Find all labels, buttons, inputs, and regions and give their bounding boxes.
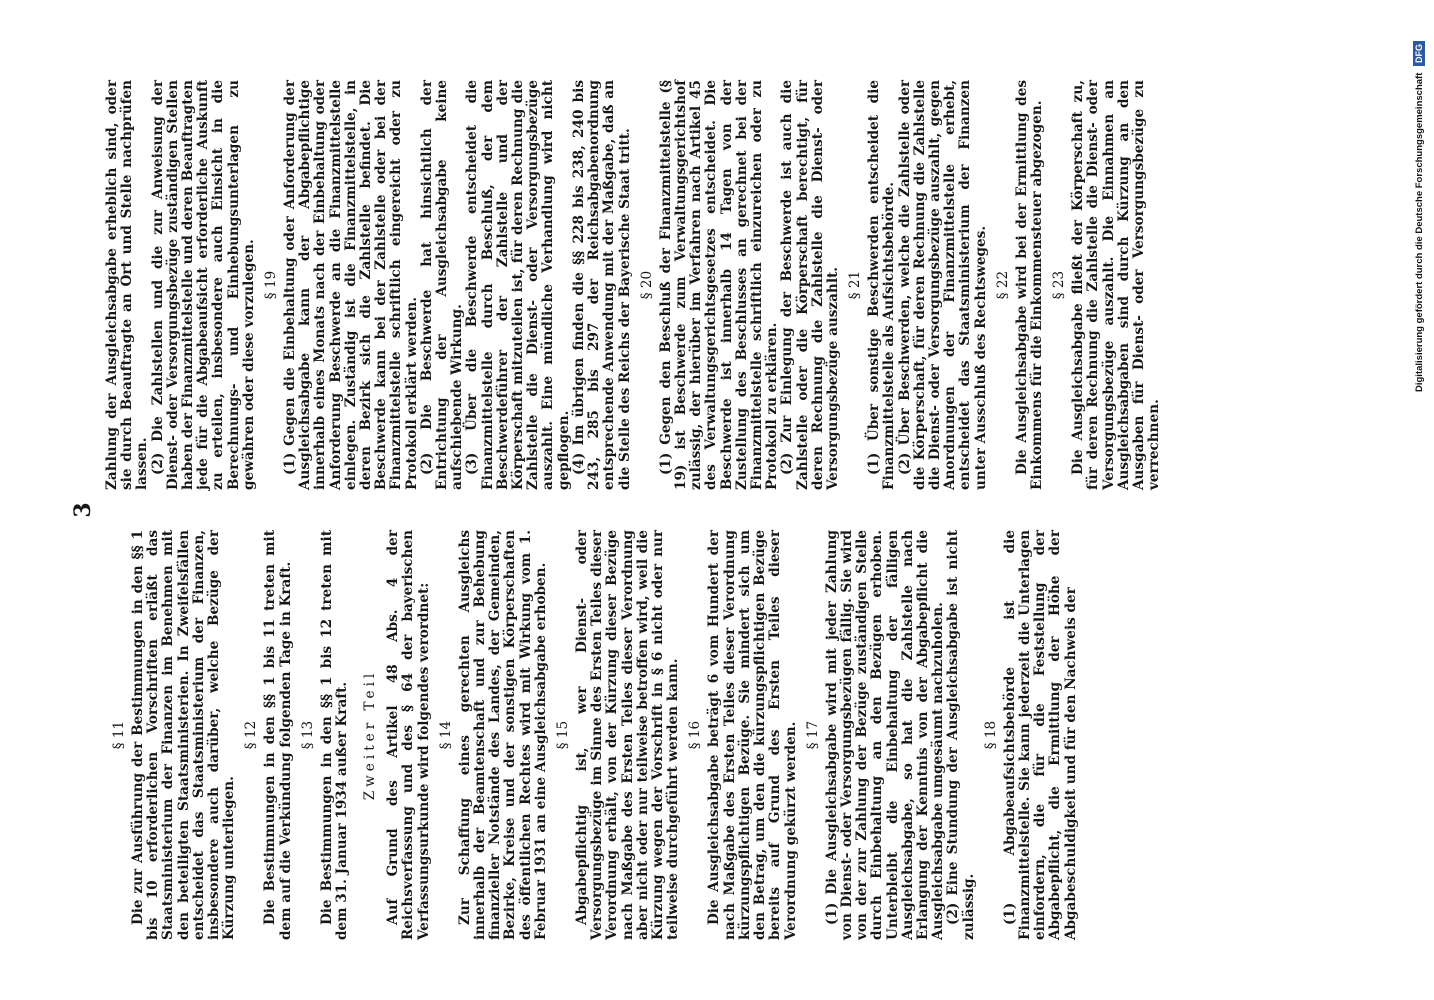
section-heading: § 23 (1051, 270, 1068, 300)
paragraph: Die Ausgleichsabgabe wird bei der Ermittlung des Einkommens für die Einkommensteuer abgezogen. (1013, 80, 1045, 490)
section-heading: § 20 (638, 270, 655, 300)
section-heading: § 21 (847, 270, 864, 300)
page-number: 3 (70, 502, 96, 518)
paragraph: Zur Schaffung eines gerechten Ausgleichs innerhalb der Beamtenschaft und zur Behebung finanzieller Notstände des Landes, der Gemeinden, Bezirke, Kreise und der sonstigen Körperschaften des öffentlichen Rechtes wird mit Wirkung vom 1. Februar 1931 an eine Ausgleichsabgabe erhoben. (456, 530, 549, 940)
section-heading: § 15 (555, 720, 572, 750)
paragraph: Die Bestimmungen in den §§ 1 bis 11 treten mit dem auf die Verkündung folgenden Tage in Kraft. (262, 530, 294, 940)
paragraph: Zahlung der Ausgleichsabgabe erheblich sind, oder sie durch Beauftragte an Ort und Stelle nachprüfen lassen. (104, 80, 151, 490)
digitization-credit (1413, 8, 1427, 392)
paragraph: (2) Zur Einlegung der Beschwerde ist auch die Zahlstelle oder die Körperschaft berechtigt, für deren Rechnung die Zahlstelle die Dienst- oder Versorgungsbezüge auszahlt. (779, 80, 841, 490)
section-heading: § 11 (111, 720, 127, 750)
section-heading: § 13 (299, 720, 316, 750)
part-heading: Zweiter Teil (362, 669, 379, 801)
paragraph: Auf Grund des Artikel 48 Abs. 4 der Reichsverfassung und des § 64 der bayerischen Verfassungsurkunde wird folgendes verordnet: (385, 530, 432, 940)
section-heading: § 22 (994, 270, 1011, 300)
left-column (105, 530, 1079, 940)
section-heading: § 12 (243, 720, 260, 750)
paragraph: (2) Über Beschwerden, welche die Zahlstelle oder die Körperschaft, für deren Rechnung die Zahlstelle die Dienst- oder Versorgungsbezüge auszahlt, gegen Anordnungen der Finanzmittelstelle erhebt, entscheidet das Staatsministerium der Finanzen unter Ausschluß des Rechtsweges. (896, 80, 989, 490)
paragraph: (1) Die Ausgleichsabgabe wird mit jeder Zahlung von Dienst- oder Versorgungsbezügen fällig. Sie wird von der zur Zahlung der Bezüge zuständigen Stelle durch Einbehaltung an den Bezügen erhoben. Unterbleibt die Einbehaltung der fälligen Ausgleichsabgabe, so hat die Zahlstelle nach Erlangung der Kenntnis von der Abgabepflicht die Ausgleichsabgabe umgesäumt nachzuholen. (823, 530, 947, 940)
paragraph: (4) Im übrigen finden die §§ 228 bis 238, 240 bis 243, 285 bis 297 der Reichsabgabenordnung entsprechende Anwendung mit der Maßgabe, daß an die Stelle des Reichs der Bayerische Staat tritt. (570, 80, 633, 490)
paragraph: (2) Eine Stundung der Ausgleichsabgabe ist nicht zulässig. (945, 530, 977, 940)
paragraph: Die zur Ausführung der Bestimmungen in den §§ 1 bis 10 erforderlichen Vorschriften erläßt das Staatsministerium der Finanzen im Benehmen mit den beteiligten Staatsministerien. In Zweifelsfällen entscheidet das Staatsministerium der Finanzen, insbesondere auch darüber, welche Bezüge der Kürzung unterliegen. (130, 530, 238, 940)
section-heading: § 16 (687, 720, 704, 750)
dfg-logo: DFG (1413, 41, 1425, 66)
credit-text: Digitalisierung gefördert durch die Deutsche Forschungsgemeinschaft (1414, 72, 1425, 392)
paragraph: (2) Die Zahlstellen und die zur Anweisung der Dienst- oder Versorgungsbezüge zuständigen Stellen haben der Finanzmittelstelle und deren Beauftragten jede für die Abgabeaufsicht erforderliche Auskunft zu erteilen, insbesondere auch Einsicht in die Berechnungs- und Einhebungsunterlagen zu gewähren oder diese vorzulegen. (149, 80, 257, 490)
paragraph: Abgabepflichtig ist, wer Dienst- oder Versorgungsbezüge im Sinne des Ersten Teiles dieser Verordnung erhält, von der Kürzung dieser Bezüge nach Maßgabe des Ersten Teiles dieser Verordnung aber nicht oder nur teilweise betroffen wird, weil die Kürzung wegen der Vorschrift in § 6 nicht oder nur teilweise durchgeführt werden kann. (574, 530, 682, 940)
rotated-page (70, 75, 1163, 945)
paragraph: (1) Abgabeaufsichtsbehörde ist die Finanzmittelstelle. Sie kann jederzeit die Unterlagen einfordern, die für die Feststellung der Abgabepflicht, die Ermittlung der Höhe der Abgabeschuldigkeit und für den Nachweis der (1001, 530, 1079, 940)
paragraph: Die Ausgleichsabgabe beträgt 6 vom Hundert der nach Maßgabe des Ersten Teiles dieser Verordnung kürzungspflichtigen Bezüge. Sie mindert sich um den Betrag, um den die kürzungspflichtigen Bezüge bereits auf Grund des Ersten Teiles dieser Verordnung gekürzt werden. (706, 530, 799, 940)
paragraph: (1) Über sonstige Beschwerden entscheidet die Finanzmittelstelle als Aufsichtsbehörde. (866, 80, 898, 490)
right-column (105, 80, 1162, 490)
section-heading: § 18 (982, 720, 999, 750)
section-heading: § 19 (263, 270, 280, 300)
paragraph: (1) Gegen den Beschluß der Finanzmittelstelle (§ 19) ist Beschwerde zum Verwaltungsgerichtshof zulässig, der hierüber im Verfahren nach Artikel 45 des Verwaltungsgerichtsgesetzes entscheidet. Die Beschwerde ist innerhalb 14 Tagen von der Zustellung des Beschlusses an gerechnet bei der Finanzmittelstelle schriftlich einzureichen oder zu Protokoll zu erklären. (657, 80, 781, 490)
section-heading: § 14 (437, 720, 454, 750)
paragraph: Die Bestimmungen in den §§ 1 bis 12 treten mit dem 31. Januar 1934 außer Kraft. (318, 530, 351, 940)
paragraph: (1) Gegen die Einbehaltung oder Anforderung der Ausgleichsabgabe kann der Abgabepflichtige innerhalb eines Monats nach der Einbehaltung oder Anforderung Beschwerde an die Finanzmittelstelle einlegen. Zuständig ist die Finanzmittelstelle, in deren Bezirk sich die Zahlstelle befindet. Die Beschwerde kann bei der Zahlstelle oder bei der Finanzmittelstelle schriftlich eingereicht oder zu Protokoll erklärt werden. (282, 80, 420, 490)
paragraph: Die Ausgleichsabgabe fließt der Körperschaft zu, für deren Rechnung die Zahlstelle die Dienst- oder Versorgungsbezüge auszahlt. Die Einnahmen an Ausgleichsabgaben sind durch Kürzung an den Ausgaben für Dienst- oder Versorgungsbezüge zu verrechnen. (1070, 80, 1163, 490)
paragraph: (2) Die Beschwerde hat hinsichtlich der Entrichtung der Ausgleichsabgabe keine aufschiebende Wirkung. (418, 80, 466, 490)
section-heading: § 17 (804, 720, 821, 750)
paragraph: (3) Über die Beschwerde entscheidet die Finanzmittelstelle durch Beschluß, der dem Beschwerdeführer der Zahlstelle und der Körperschaft mitzuteilen ist, für deren Rechnung die Zahlstelle die Dienst- oder Versorgungsbezüge auszahlt. Eine mündliche Verhandlung wird nicht gepflogen. (464, 80, 572, 490)
